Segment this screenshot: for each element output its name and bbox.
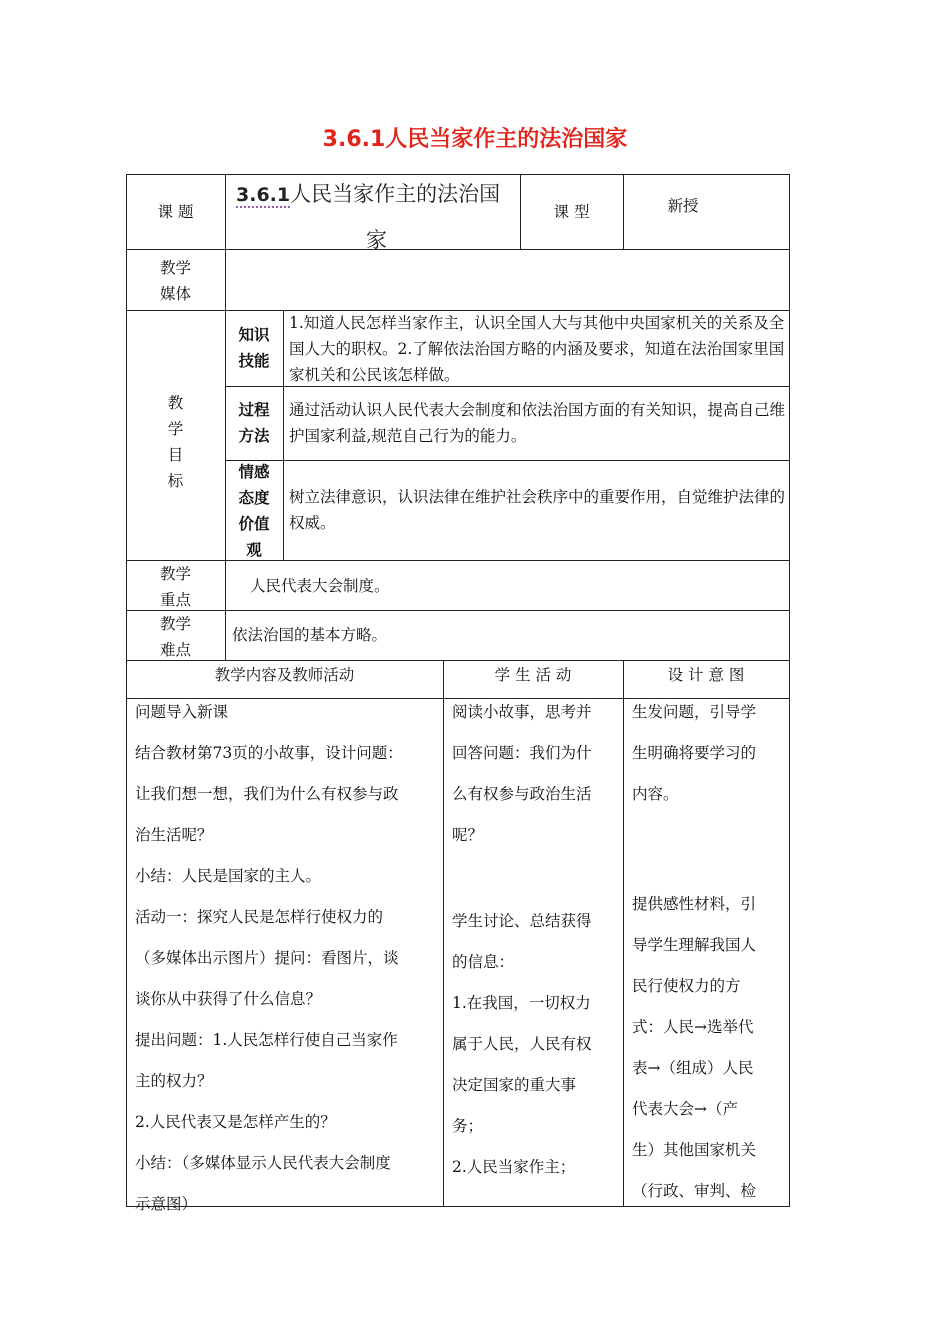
teacher-line: 让我们想一想，我们为什么有权参与政 [135, 785, 399, 803]
lesson-title-image [232, 176, 516, 252]
teacher-line: 2.人民代表又是怎样产生的？ [135, 1113, 336, 1131]
student-line: 阅读小故事，思考并 [452, 703, 592, 721]
student-line: 呢？ [452, 826, 484, 844]
design-block-2 [632, 884, 786, 1212]
process-label [225, 397, 283, 449]
knowledge-text: 1.知道人民怎样当家作主，认识全国人大与其他中央国家机关的关系及全国人大的职权。2.了解依法治国方略的内涵及要求，知道在法治国家里国家机关和公民该怎样做。 [289, 314, 785, 384]
process-text: 通过活动认识人民代表大会制度和依法治国方面的有关知识，提高自己维护国家利益,规范自己行为的能力。 [289, 401, 786, 445]
teacher-line: 小结：人民是国家的主人。 [135, 867, 322, 885]
design-line: 民行使权力的方 [632, 977, 741, 995]
goals-label-3: 目 [167, 446, 184, 464]
media-label-line2: 媒体 [159, 285, 191, 303]
student-line: 学生讨论、总结获得 [452, 912, 592, 930]
lesson-title-text: 人民当家作主的法治国 [290, 182, 501, 206]
student-line: 1.在我国，一切权力 [452, 994, 591, 1012]
knowledge-label-1: 知识 [238, 325, 270, 344]
design-line: 内容。 [632, 785, 679, 803]
goals-label [126, 390, 225, 494]
design-line: 代表大会→（产 [632, 1100, 738, 1118]
emotion-label-1: 情感 [238, 462, 270, 481]
difficulty-label [126, 611, 225, 663]
teacher-line: 谈你从中获得了什么信息？ [135, 990, 322, 1008]
process-label-1: 过程 [238, 400, 270, 419]
design-line: （行政、审判、检 [632, 1182, 757, 1200]
type-label: 课 型 [553, 203, 590, 221]
lesson-title-line2: 家 [366, 228, 387, 252]
teacher-line: 问题导入新课 [135, 703, 229, 721]
teacher-line: 治生活呢？ [135, 826, 213, 844]
design-line: 生发问题，引导学 [632, 703, 757, 721]
keypoint-label-2: 重点 [159, 591, 191, 609]
goals-label-4: 标 [167, 472, 184, 490]
topic-label: 课 题 [157, 203, 194, 221]
knowledge-label-2: 技能 [238, 351, 270, 370]
media-label-line1: 教学 [159, 259, 191, 277]
keypoint-label-1: 教学 [159, 565, 191, 583]
student-line: 2.人民当家作主； [452, 1158, 576, 1176]
design-line: 导学生理解我国人 [632, 936, 757, 954]
keypoint-label [126, 561, 225, 613]
emotion-label-4: 观 [246, 540, 262, 559]
keypoint-text: 人民代表大会制度。 [250, 577, 390, 595]
teacher-line: 示意图） [135, 1195, 198, 1213]
knowledge-label [225, 322, 283, 374]
header-student: 学 生 活 动 [494, 666, 572, 684]
student-block-1 [452, 692, 620, 856]
design-line: 表→（组成）人民 [632, 1059, 754, 1077]
difficulty-label-2: 难点 [159, 641, 191, 659]
emotion-label [225, 459, 283, 563]
teacher-line: 结合教材第73页的小故事，设计问题： [135, 744, 403, 762]
teacher-line: 主的权力？ [135, 1072, 213, 1090]
teacher-line: 小结：（多媒体显示人民代表大会制度 [135, 1154, 391, 1172]
difficulty-label-1: 教学 [159, 615, 191, 633]
design-line: 生）其他国家机关 [632, 1141, 757, 1159]
teacher-content [135, 692, 440, 1225]
design-line: 式：人民→选举代 [632, 1018, 754, 1036]
lesson-number: 3.6.1 [236, 184, 291, 206]
student-line: 回答问题：我们为什 [452, 744, 592, 762]
teacher-line: 活动一：探究人民是怎样行使权力的 [135, 908, 384, 926]
goals-label-2: 学 [167, 420, 184, 438]
header-teacher: 教学内容及教师活动 [214, 666, 355, 684]
process-label-2: 方法 [238, 426, 270, 445]
teacher-line: （多媒体出示图片）提问：看图片，谈 [135, 949, 399, 967]
student-line: 务； [452, 1117, 484, 1135]
type-value: 新授 [667, 197, 699, 215]
difficulty-text: 依法治国的基本方略。 [232, 626, 388, 644]
design-line: 提供感性材料，引 [632, 895, 757, 913]
emotion-label-2: 态度 [238, 488, 270, 507]
student-line: 属于人民，人民有权 [452, 1035, 592, 1053]
student-line: 么有权参与政治生活 [452, 785, 592, 803]
header-design: 设 计 意 图 [667, 666, 745, 684]
page-title: 3.6.1人民当家作主的法治国家 [322, 127, 628, 152]
goals-label-1: 教 [167, 394, 184, 412]
design-block-1 [632, 692, 786, 815]
student-line: 决定国家的重大事 [452, 1076, 577, 1094]
design-line: 生明确将要学习的 [632, 744, 757, 762]
student-block-2 [452, 901, 620, 1188]
student-line: 的信息： [452, 953, 515, 971]
emotion-label-3: 价值 [238, 514, 270, 533]
media-label [126, 255, 225, 307]
emotion-text: 树立法律意识，认识法律在维护社会秩序中的重要作用，自觉维护法律的权威。 [289, 488, 786, 532]
teacher-line: 提出问题：1.人民怎样行使自己当家作 [135, 1031, 398, 1049]
